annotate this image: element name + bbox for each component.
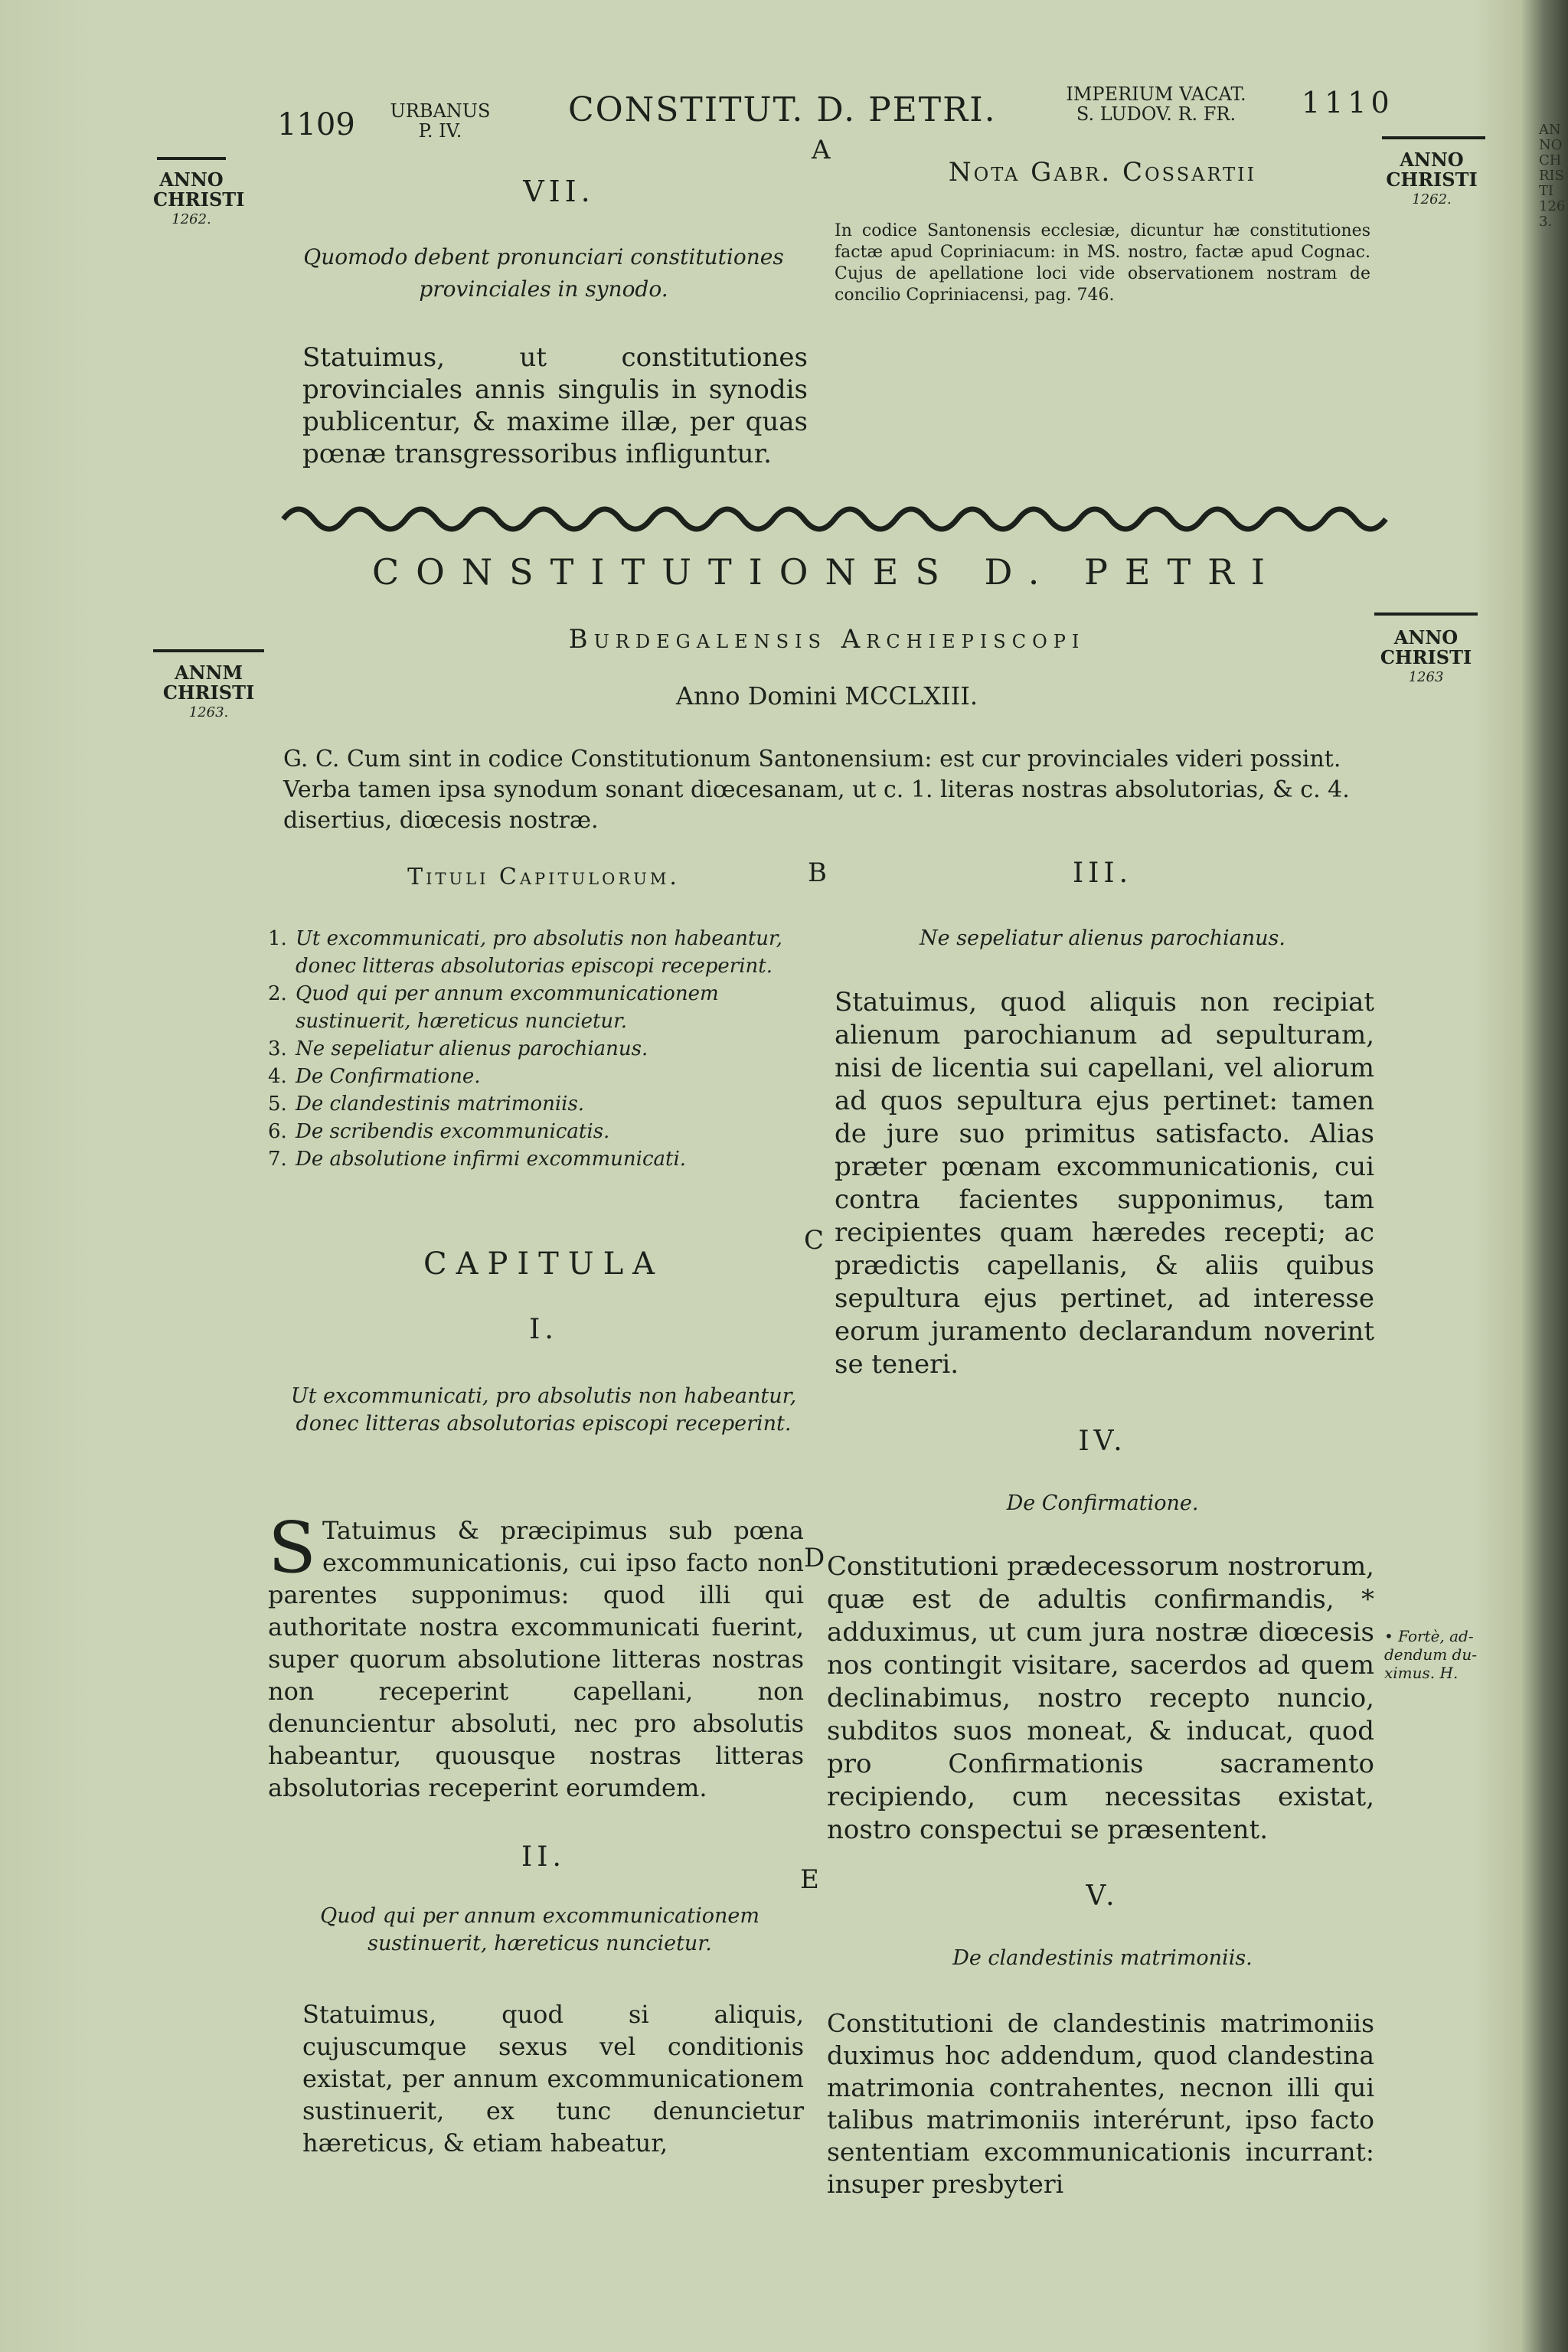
toc-number: 4. (268, 1065, 287, 1088)
footnote-fortè (1384, 1627, 1499, 1682)
margin-rule (1382, 136, 1485, 139)
toc-item-6 (268, 1118, 804, 1145)
anno-label: ANNM (174, 662, 243, 684)
chapter-1-body: Tatuimus & præcipimus sub pœna excommunicationis, cui ipso facto non parentes supponimus: quod illi qui authoritate nostra excommunicati fuerint, super quorum absolutione litteras nostras non receperint capellani, non denuncientur absoluti, nec pro absolutis habeantur, quousque nostras litteras absolutorias receperint eorumdem. (268, 1516, 804, 1802)
toc-number: 2. (268, 982, 287, 1005)
toc-text: De absolutione infirmi excommunicati. (296, 1148, 687, 1171)
chapter-5-number: V. (1086, 1880, 1119, 1912)
running-head-pope (383, 101, 498, 141)
chapter-vii-heading: Quomodo debent pronunciari constitutiones provinciales in synodo. (303, 244, 784, 302)
imperium-vacat: IMPERIUM VACAT. (1066, 83, 1246, 105)
cossart-note-title: Nota Gabr. Cossartii (948, 157, 1257, 188)
main-date: Anno Domini MCCLXIII. (675, 681, 978, 710)
toc-text: Ne sepeliatur alienus parochianus. (296, 1037, 648, 1060)
main-title: CONSTITUTIONES D. PETRI (371, 551, 1282, 593)
chapter-1-number: I. (529, 1314, 558, 1345)
toc-item-7 (268, 1145, 804, 1173)
chapter-2-text: Statuimus, quod si aliquis, cujuscumque sexus vel conditionis existat, per annum excommunicationem sustinuerit, ex tunc denuncietur hæreticus, & etiam habeatur, (302, 2000, 804, 2158)
running-head-imperium (1041, 84, 1271, 124)
section-letter-c: C (804, 1225, 825, 1256)
anno-christi-right-1 (1378, 150, 1485, 210)
note-line: • Fortè, ad- (1384, 1627, 1474, 1645)
anno-label: ANNO (159, 168, 224, 191)
toc-item-1 (268, 925, 804, 980)
chapter-5-text: Constitutioni de clandestinis matrimoniis duximus hoc addendum, quod clandestina matrimonia contrahentes, necnon illi qui talibus matrimoniis interérunt, ipso facto sententiam excommunicationis incurrant: insuper presbyteri (827, 2008, 1374, 2199)
toc-number: 1. (268, 927, 287, 950)
chapter-2-number: II. (521, 1841, 566, 1873)
chapter-5-heading: De clandestinis matrimoniis. (952, 1946, 1253, 1970)
gc-note (283, 744, 1355, 836)
pope-name: URBANUS (390, 100, 491, 122)
chapter-2-heading: Quod qui per annum excommunicationem sustinuerit, hæreticus nuncietur. (320, 1904, 760, 1955)
ornament-band (283, 498, 1370, 541)
toc-item-3 (268, 1035, 804, 1063)
chapter-3-number: III. (1072, 858, 1133, 889)
chapter-4-text: Constitutioni prædecessorum nostrorum, quæ est de adultis confirmandis, * adduximus, ut cum jura nostræ diœcesis nos contingit visitare, sacerdos ad quem declinabimus, nostro recepto nuncio, subditos suos moneat, & inducat, quod pro Confirmationis sacramento recipiendo, cum necessitas existat, nostro conspectui se præsentent. (827, 1551, 1374, 1845)
chapter-vii-text: Statuimus, ut constitutiones provinciales annis singulis in synodis publicentur, & maxime illæ, per quas pœnæ transgressoribus infliguntur. (302, 342, 808, 469)
page-number-left: 1109 (277, 107, 355, 142)
drop-cap: S (268, 1507, 317, 1589)
toc-text: De Confirmatione. (296, 1065, 481, 1088)
toc-number: 3. (268, 1037, 287, 1060)
chapter-4-heading: De Confirmatione. (1006, 1491, 1199, 1515)
year-label: 1262. (172, 211, 211, 227)
christi-label: CHRISTI (153, 188, 245, 211)
anno-christi-left-2 (153, 663, 264, 723)
page-number-right: 1110 (1302, 86, 1394, 119)
toc-title: Tituli Capitulorum. (407, 864, 680, 890)
cossart-note-text: In codice Santonensis ecclesiæ, dicuntur hæ constitutiones factæ apud Copriniacum: in MS. nostro, factæ apud Cognac. Cujus de apellatione loci vide observationem nostram de concilio Copriniacensi, pag. 746. (835, 221, 1370, 305)
anno-christi-right-2 (1374, 628, 1478, 688)
section-letter-e: E (800, 1864, 819, 1895)
year-label: 1263 (1408, 669, 1444, 685)
christi-label: CHRISTI (1380, 646, 1472, 668)
toc-item-5 (268, 1090, 804, 1118)
running-head-title: CONSTITUT. D. PETRI. (568, 90, 997, 129)
gc-note-lead: G. C. (283, 746, 340, 773)
ludovicus: S. LUDOV. R. FR. (1076, 103, 1236, 125)
note-line: ximus. H. (1384, 1664, 1459, 1682)
christi-label: CHRISTI (1386, 168, 1478, 191)
toc-number: 7. (268, 1148, 287, 1171)
edge-fragment: ANNO CHRISTI 1263. (1539, 122, 1566, 230)
toc-item-4 (268, 1063, 804, 1090)
margin-rule (157, 157, 226, 160)
capitula-title: CAPITULA (423, 1246, 665, 1282)
toc-list (268, 925, 804, 1173)
toc-item-2 (268, 980, 804, 1035)
section-letter-d: D (804, 1543, 825, 1573)
pope-number: P. IV. (418, 120, 462, 142)
toc-number: 5. (268, 1093, 287, 1116)
note-line: dendum du- (1384, 1645, 1477, 1664)
toc-text: De scribendis excommunicatis. (296, 1120, 610, 1143)
year-label: 1262. (1412, 191, 1452, 207)
section-letter-a: A (812, 135, 831, 165)
chapter-4-number: IV. (1078, 1426, 1127, 1457)
toc-number: 6. (268, 1120, 287, 1143)
anno-christi-left-1 (153, 168, 245, 230)
christi-label: CHRISTI (162, 681, 255, 704)
chapter-vii-number: VII. (523, 175, 595, 208)
chapter-1-text (268, 1507, 804, 1804)
toc-text: De clandestinis matrimoniis. (296, 1093, 585, 1116)
margin-rule (153, 649, 264, 652)
toc-text: Quod qui per annum excommunicationem sustinuerit, hæreticus nuncietur. (296, 982, 719, 1033)
year-label: 1263. (188, 704, 229, 720)
chapter-3-text: Statuimus, quod aliquis non recipiat alienum parochianum ad sepulturam, nisi de licentia sui capellani, vel aliorum ad quos sepultura ejus pertinet: tamen de jure suo primitus satisfacto. Alias præter pœnam excommunicationis, cui contra facientes supponimus, tam recipientes quam hæredes recepti; ac prædictis capellanis, & aliis quibus sepultura ejus pertinet, ad interesse eorum juramento declarandum noverint se teneri. (835, 987, 1374, 1380)
anno-label: ANNO (1400, 149, 1464, 171)
section-letter-b: B (808, 858, 827, 888)
toc-text: Ut excommunicati, pro absolutis non habeantur, donec litteras absolutorias episcopi receperint. (296, 927, 782, 978)
chapter-1-heading: Ut excommunicati, pro absolutis non habeantur, donec litteras absolutorias episcopi receperint. (290, 1384, 797, 1436)
chapter-3-heading: Ne sepeliatur alienus parochianus. (920, 926, 1285, 950)
main-subtitle: Burdegalensis Archiepiscopi (568, 624, 1086, 655)
margin-rule (1374, 612, 1478, 616)
gc-note-text: Cum sint in codice Constitutionum Santonensium: est cur provinciales videri possint. Verba tamen ipsa synodum sonant diœcesanam, ut c. 1. literas nostras absolutorias, & c. 4. disertius, diœcesis nostræ. (283, 746, 1350, 834)
anno-label: ANNO (1393, 626, 1459, 648)
